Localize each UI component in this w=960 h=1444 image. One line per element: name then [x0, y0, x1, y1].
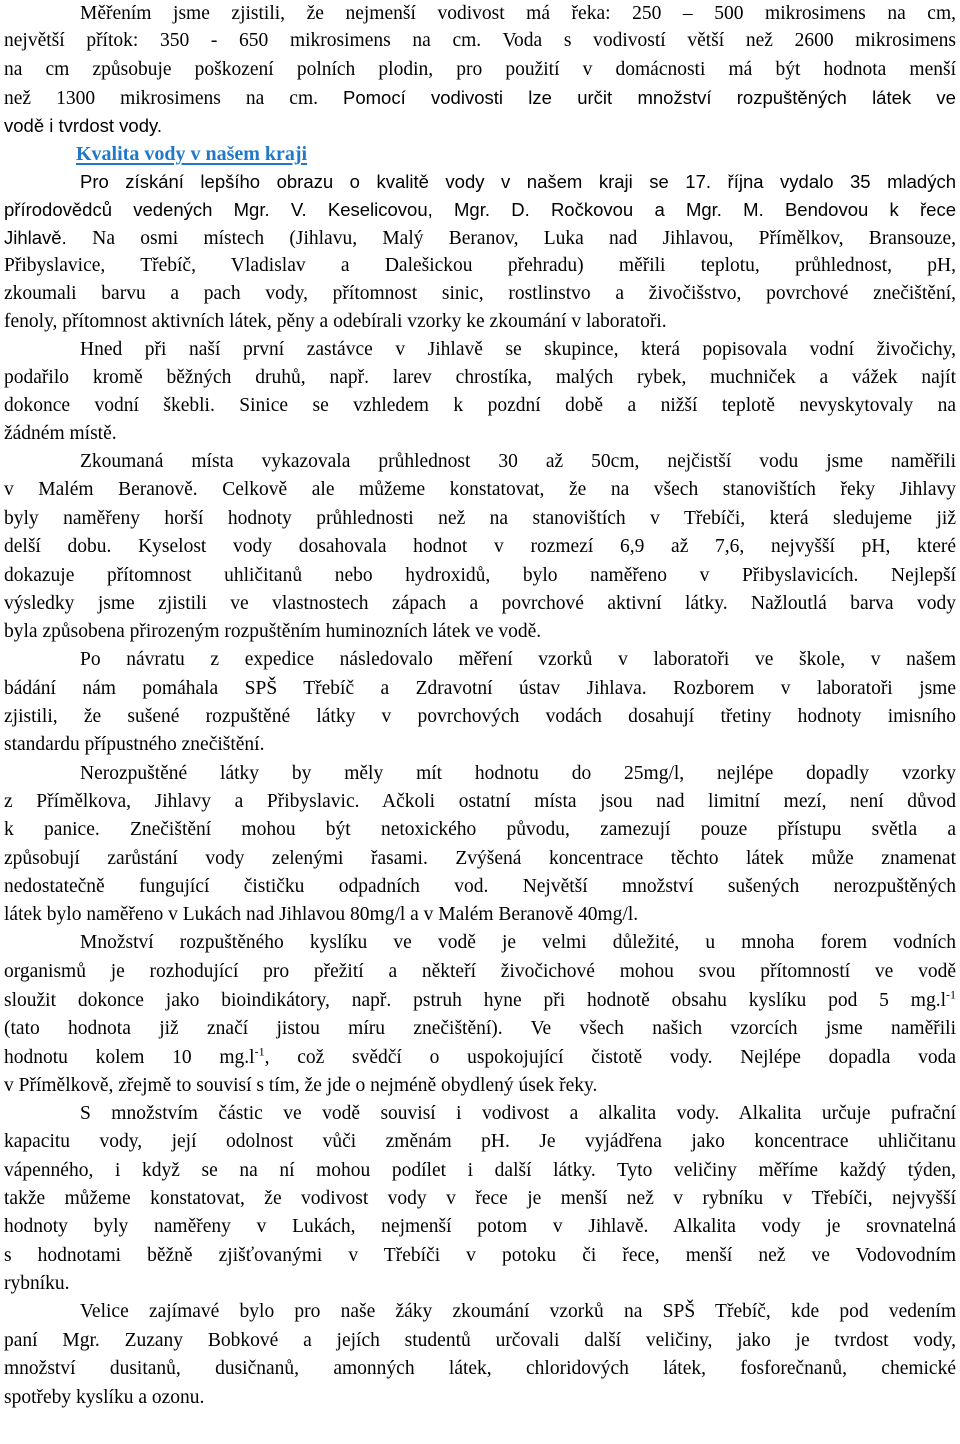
- text-line: [4, 1100, 956, 1128]
- text-line: [4, 703, 956, 731]
- text-run: paní Mgr. Zuzany Bobkové a jejích studentů určovali další veličiny, jako je tvrdost vody,: [4, 1330, 956, 1351]
- text-line: [4, 901, 956, 929]
- text-run: Pro získání lepšího obrazu o kvalitě vody v našem kraji se 17. října vydalo 35 mladých: [80, 171, 956, 192]
- text-run: Jihlavě.: [4, 227, 93, 248]
- text-line: [4, 646, 956, 674]
- text-line: [4, 448, 956, 476]
- text-run: v Malém Beranově. Celkově ale můžeme konstatovat, že na všech stanovištích řeky Jihlavy: [4, 479, 956, 500]
- text-line: [4, 1044, 956, 1072]
- text-run: na cm způsobuje poškození polních plodin, pro použití v domácnosti má být hodnota menší: [4, 59, 956, 80]
- text-line: [4, 675, 956, 703]
- text-line: [4, 84, 956, 113]
- text-line: [4, 1327, 956, 1355]
- text-line: [4, 392, 956, 420]
- text-run: byla způsobena přirozeným rozpuštěním huminozních látek ve vodě.: [4, 621, 542, 642]
- text-line: [4, 252, 956, 280]
- text-line: [4, 987, 956, 1015]
- text-run: rybníku.: [4, 1273, 70, 1294]
- text-run: dokazuje přítomnost uhličitanů nebo hydroxidů, bylo naměřeno v Přibyslavicích. Nejlepší: [4, 565, 956, 586]
- section-heading-link[interactable]: Kvalita vody v našem kraji: [76, 143, 308, 165]
- text-run: vápenného, i když se na ní mohou podílet i další látky. Tyto veličiny měříme každý týden,: [4, 1160, 956, 1181]
- text-line: [4, 1384, 956, 1412]
- text-run: způsobují zarůstání vody zelenými řasami. Zvýšená koncentrace těchto látek může znamenat: [4, 848, 956, 869]
- text-run: organismů je rozhodující pro přežití a někteří živočichové mohou svou přítomností ve vodě: [4, 961, 956, 982]
- text-run: Měřením jsme zjistili, že nejmenší vodivost má řeka: 250 – 500 mikrosimens na cm,: [80, 3, 956, 24]
- text-run: látek bylo naměřeno v Lukách nad Jihlavou 80mg/l a v Malém Beranově 40mg/l.: [4, 904, 639, 925]
- text-run: Zkoumaná místa vykazovala průhlednost 30 až 50cm, nejčistší vodu jsme naměřili: [80, 451, 956, 472]
- text-run: žádném místě.: [4, 423, 117, 444]
- text-run: (tato hodnota již značí jistou míru znečištění). Ve všech našich vzorcích jsme naměřili: [4, 1018, 956, 1039]
- text-run: Velice zajímavé bylo pro naše žáky zkoumání vzorků na SPŠ Třebíč, kde pod vedením: [80, 1301, 956, 1322]
- text-run: dokonce vodní škebli. Sinice se vzhledem k pozdní době a nižší teplotě nevyskytovaly na: [4, 395, 956, 416]
- text-line: [4, 280, 956, 308]
- text-run: vodě i tvrdost vody.: [4, 115, 163, 136]
- text-line: [4, 168, 956, 197]
- text-line: [4, 364, 956, 392]
- text-line: [4, 196, 956, 225]
- text-line: [4, 1015, 956, 1043]
- text-run: Po návratu z expedice následovalo měření vzorků v laboratoři ve škole, v našem: [80, 649, 956, 670]
- text-line: [4, 1157, 956, 1185]
- text-run: množství dusitanů, dusičnanů, amonných látek, chloridových látek, fosforečnanů, chemické: [4, 1358, 956, 1379]
- text-run: hodnotu kolem 10 mg.l: [4, 1047, 255, 1068]
- text-run: přírodovědců vedených Mgr. V. Keselicovou, Mgr. D. Ročkovou a Mgr. M. Bendovou k řece: [4, 199, 956, 220]
- text-line: [4, 533, 956, 561]
- text-run: Na osmi místech (Jihlavu, Malý Beranov, Luka nad Jihlavou, Přímělkov, Bransouze,: [92, 228, 956, 249]
- text-run: podařilo kromě běžných druhů, např. larev chrostíka, malých rybek, muchniček a vážek najít: [4, 367, 956, 388]
- text-line: [4, 1242, 956, 1270]
- text-line: [4, 1213, 956, 1241]
- text-run: kapacitu vody, její odolnost vůči změnám pH. Je vyjádřena jako koncentrace uhličitanu: [4, 1131, 956, 1152]
- text-line: [4, 224, 956, 253]
- text-line: [4, 476, 956, 504]
- text-run: byly naměřeny horší hodnoty průhlednosti než na stanovištích v Třebíči, která sledujeme již: [4, 508, 956, 529]
- text-line: [4, 873, 956, 901]
- text-line: [4, 1270, 956, 1298]
- text-run: sloužit dokonce jako bioindikátory, např. pstruh hyne při hodnotě obsahu kyslíku pod 5 mg.l: [4, 990, 946, 1011]
- text-line: [4, 1185, 956, 1213]
- text-line: [4, 731, 956, 759]
- text-run: zjistili, že sušené rozpuštěné látky v povrchových vodách dosahují třetiny hodnoty imisního: [4, 706, 956, 727]
- text-run: v Přímělkově, zřejmě to souvisí s tím, že jde o nejméně obydlený úsek řeky.: [4, 1075, 598, 1096]
- text-line: [4, 1072, 956, 1100]
- text-line: [4, 505, 956, 533]
- text-line: [4, 760, 956, 788]
- text-line: [4, 562, 956, 590]
- superscript: -1: [946, 987, 956, 1002]
- text-run: Pomocí vodivosti lze určit množství rozpuštěných látek ve: [343, 87, 956, 108]
- text-line: [4, 56, 956, 84]
- text-run: standardu přípustného znečištění.: [4, 734, 265, 755]
- text-line: [4, 0, 956, 28]
- text-line: [4, 929, 956, 957]
- text-run: , což svědčí o uspokojující čistotě vody. Nejlépe dopadla voda: [264, 1047, 956, 1068]
- text-line: [4, 788, 956, 816]
- text-line: [4, 420, 956, 448]
- text-run: Nerozpuštěné látky by měly mít hodnotu do 25mg/l, nejlépe dopadly vzorky: [80, 763, 956, 784]
- text-run: delší dobu. Kyselost vody dosahovala hodnot v rozmezí 6,9 až 7,6, nejvyšší pH, které: [4, 536, 956, 557]
- text-run: Hned při naší první zastávce v Jihlavě se skupince, která popisovala vodní živočichy,: [80, 339, 956, 360]
- text-run: z Přímělkova, Jihlavy a Přibyslavic. Ačkoli ostatní místa jsou nad limitní mezí, není důvod: [4, 791, 956, 812]
- text-line: [4, 1298, 956, 1326]
- text-line: [4, 1355, 956, 1383]
- text-run: S množstvím částic ve vodě souvisí i vodivost a alkalita vody. Alkalita určuje pufrační: [80, 1103, 956, 1124]
- text-line: [4, 308, 956, 336]
- text-run: takže můžeme konstatovat, že vodivost vody v řece je menší než v rybníku v Třebíči, nejvyšší: [4, 1188, 956, 1209]
- text-run: Přibyslavice, Třebíč, Vladislav a Dalešickou přehradu) měřili teplotu, průhlednost, pH,: [4, 255, 956, 276]
- text-run: hodnoty byly naměřeny v Lukách, nejmenší potom v Jihlavě. Alkalita vody je srovnatelná: [4, 1216, 956, 1237]
- text-run: k panice. Znečištění mohou být netoxického původu, zamezují pouze přístupu světla a: [4, 819, 956, 840]
- text-line: [4, 590, 956, 618]
- text-line: [4, 618, 956, 646]
- text-run: Množství rozpuštěného kyslíku ve vodě je velmi důležité, u mnoha forem vodních: [80, 932, 956, 953]
- text-line: [4, 1128, 956, 1156]
- text-line: [4, 958, 956, 986]
- text-line: [4, 816, 956, 844]
- text-run: spotřeby kyslíku a ozonu.: [4, 1387, 205, 1408]
- text-line: [4, 112, 956, 141]
- text-line: [4, 27, 956, 55]
- text-run: zkoumali barvu a pach vody, přítomnost sinic, rostlinstvo a živočišstvo, povrchové znečištění,: [4, 283, 956, 304]
- text-run: s hodnotami běžně zjišťovanými v Třebíči v potoku či řece, menší než ve Vodovodním: [4, 1245, 956, 1266]
- text-run: největší přítok: 350 - 650 mikrosimens na cm. Voda s vodivostí větší než 2600 mikrosimens: [4, 30, 956, 51]
- superscript: -1: [254, 1044, 265, 1059]
- text-line: [4, 845, 956, 873]
- text-run: bádání nám pomáhala SPŠ Třebíč a Zdravotní ústav Jihlava. Rozborem v laboratoři jsme: [4, 678, 956, 699]
- text-run: výsledky jsme zjistili ve vlastnostech zápach a povrchové aktivní látky. Nažloutlá barva vody: [4, 593, 956, 614]
- text-run: fenoly, přítomnost aktivních látek, pěny a odebírali vzorky ke zkoumání v laboratoři.: [4, 311, 667, 332]
- text-run: než 1300 mikrosimens na cm.: [4, 88, 344, 109]
- text-run: nedostatečně fungující čističku odpadních vod. Největší množství sušených nerozpuštěných: [4, 876, 956, 897]
- text-line: [4, 336, 956, 364]
